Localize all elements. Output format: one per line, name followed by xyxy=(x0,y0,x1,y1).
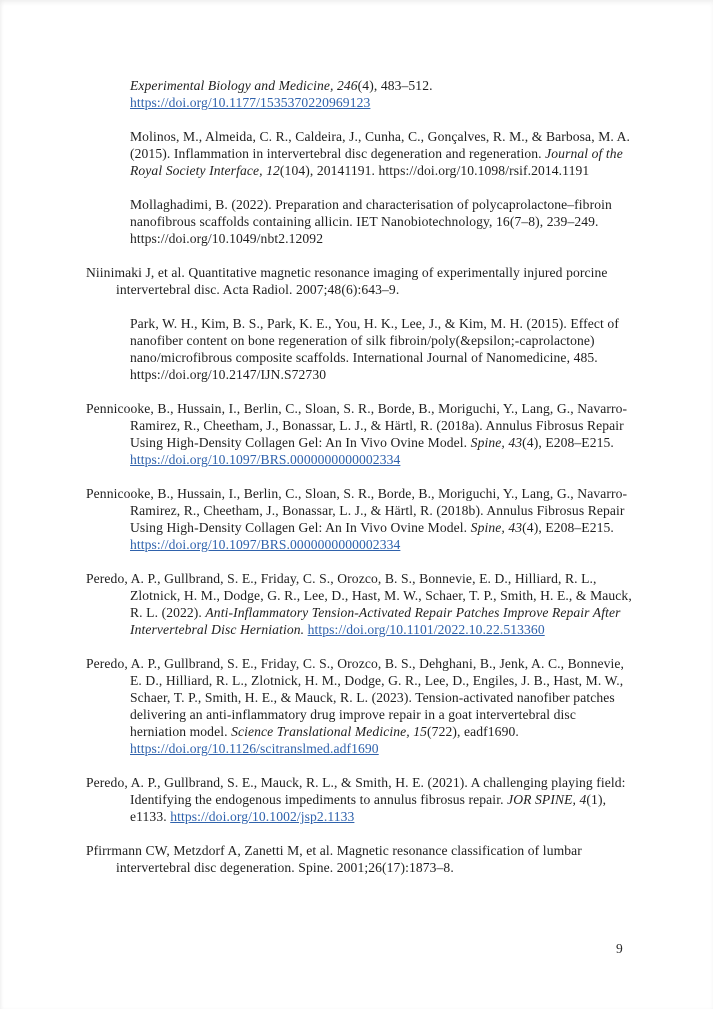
page-number: 9 xyxy=(616,941,623,956)
reference-italic-text: Anti-Inflammatory Tension-Activated Repair Patches Improve Repair After Intervertebral Disc Herniation. xyxy=(130,605,621,637)
doi-link[interactable]: https://doi.org/10.1126/scitranslmed.adf1690 xyxy=(130,741,379,756)
reference-entry xyxy=(86,842,632,876)
reference-entry xyxy=(130,315,632,383)
reference-entry xyxy=(86,264,632,298)
reference-text: Peredo, A. P., Gullbrand, S. E., Friday, C. S., Orozco, B. S., Bonnevie, E. D., Hilliard, R. L., Zlotnick, H. M., Dodge, G. R., Lee, D., Hast, M. W., Schaer, T. P., Smith, H. E., & Mauck, R. L. (2022). xyxy=(86,571,632,620)
reference-italic-text: Spine, 43 xyxy=(470,435,523,450)
reference-italic-text: Spine, 43 xyxy=(470,520,523,535)
reference-text: (4), 483–512. xyxy=(357,78,433,93)
reference-text: Park, W. H., Kim, B. S., Park, K. E., You, H. K., Lee, J., & Kim, M. H. (2015). Effect of nanofiber content on bone regeneration of silk fibroin/poly(&epsilon;-caprolactone) nano/microfibrous composite scaffolds. International Journal of Nanomedicine, 485. https://doi.org/10.2147/IJN.S72730 xyxy=(130,316,619,382)
doi-link[interactable]: https://doi.org/10.1101/2022.10.22.513360 xyxy=(307,622,545,637)
doi-link[interactable]: https://doi.org/10.1177/1535370220969123 xyxy=(130,95,371,110)
reference-text: Niinimaki J, et al. Quantitative magnetic resonance imaging of experimentally injured porcine intervertebral disc. Acta Radiol. 2007;48(6):643–9. xyxy=(86,265,608,297)
reference-entry xyxy=(130,128,632,179)
reference-text: Peredo, A. P., Gullbrand, S. E., Mauck, R. L., & Smith, H. E. (2021). A challenging playing field: Identifying the endogenous impediments to annulus fibrosus repair. xyxy=(86,775,626,807)
reference-italic-text: Science Translational Medicine, 15 xyxy=(231,724,428,739)
reference-entry xyxy=(130,77,632,111)
reference-text: Pennicooke, B., Hussain, I., Berlin, C., Sloan, S. R., Borde, B., Moriguchi, Y., Lang, G., Navarro-Ramirez, R., Cheetham, J., Bonassar, L. J., & Härtl, R. (2018a). Annulus Fibrosus Repair Using High-Density Collagen Gel: An In Vivo Ovine Model. xyxy=(86,401,628,450)
reference-text: (4), E208–E215. xyxy=(522,435,614,450)
reference-text: Peredo, A. P., Gullbrand, S. E., Friday, C. S., Orozco, B. S., Dehghani, B., Jenk, A. C., Bonnevie, E. D., Hilliard, R. L., Zlotnick, H. M., Dodge, G. R., Lee, D., Engiles, J. B., Hast, M. W., Schaer, T. P., Smith, H. E., & Mauck, R. L. (2023). Tension-activated nanofiber patches delivering an anti-inflammatory drug improve repair in a goat intervertebral disc herniation model. xyxy=(86,656,625,739)
reference-text: (722), eadf1690. xyxy=(427,724,519,739)
doi-link[interactable]: https://doi.org/10.1097/BRS.0000000000002334 xyxy=(130,537,401,552)
reference-text: (104), 20141191. https://doi.org/10.1098/rsif.2014.1191 xyxy=(279,163,590,178)
doi-link[interactable]: https://doi.org/10.1097/BRS.0000000000002334 xyxy=(130,452,401,467)
reference-entry xyxy=(86,400,632,468)
reference-italic-text: JOR SPINE, 4 xyxy=(507,792,587,807)
reference-text: (4), E208–E215. xyxy=(522,520,614,535)
reference-text: Pennicooke, B., Hussain, I., Berlin, C., Sloan, S. R., Borde, B., Moriguchi, Y., Lang, G., Navarro-Ramirez, R., Cheetham, J., Bonassar, L. J., & Härtl, R. (2018b). Annulus Fibrosus Repair Using High-Density Collagen Gel: An In Vivo Ovine Model. xyxy=(86,486,628,535)
reference-entry xyxy=(130,196,632,247)
reference-entry xyxy=(86,570,632,638)
references-list xyxy=(86,77,632,893)
reference-text: Mollaghadimi, B. (2022). Preparation and characterisation of polycaprolactone–fibroin nanofibrous scaffolds containing allicin. IET Nanobiotechnology, 16(7–8), 239–249. https://doi.org/10.1049/nbt2.12092 xyxy=(130,197,612,246)
reference-italic-text: Experimental Biology and Medicine, 246 xyxy=(130,78,358,93)
reference-entry xyxy=(86,774,632,825)
doi-link[interactable]: https://doi.org/10.1002/jsp2.1133 xyxy=(170,809,355,824)
reference-entry xyxy=(86,655,632,757)
reference-text: (1), e1133. xyxy=(130,792,607,824)
reference-italic-text: Journal of the Royal Society Interface, 12 xyxy=(130,146,623,178)
reference-text: Pfirrmann CW, Metzdorf A, Zanetti M, et al. Magnetic resonance classification of lumbar intervertebral disc degeneration. Spine. 2001;26(17):1873–8. xyxy=(86,843,582,875)
reference-text: Molinos, M., Almeida, C. R., Caldeira, J., Cunha, C., Gonçalves, R. M., & Barbosa, M. A. (2015). Inflammation in intervertebral disc degeneration and regeneration. xyxy=(130,129,631,161)
reference-entry xyxy=(86,485,632,553)
